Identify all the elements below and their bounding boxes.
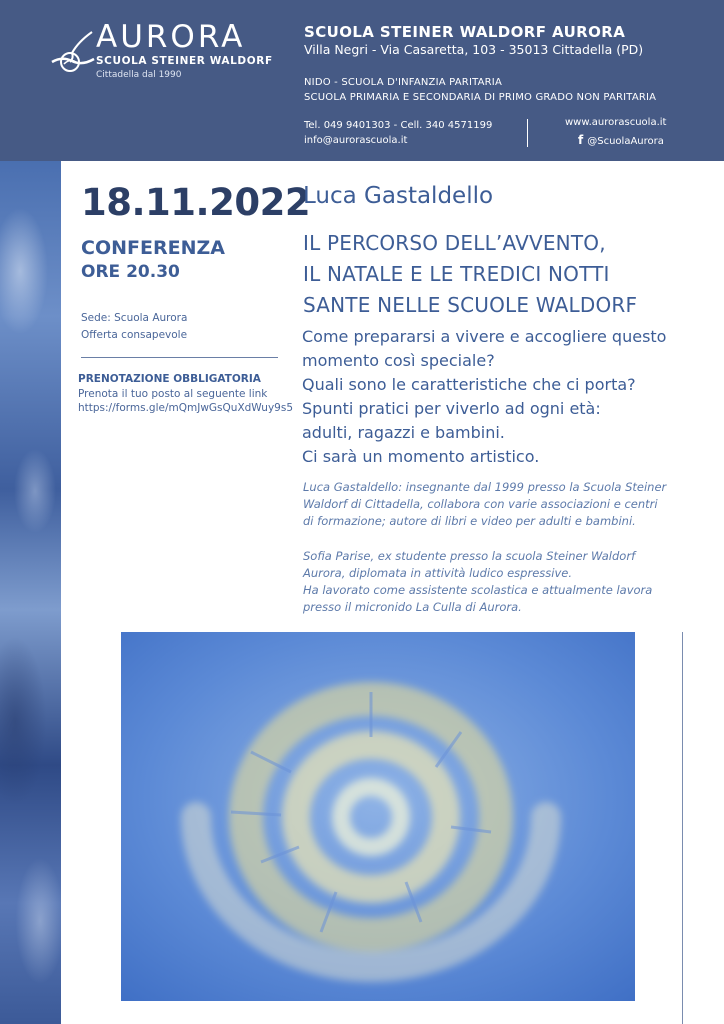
aurora-logo-icon — [48, 28, 100, 80]
event-title-line: IL PERCORSO DELL’AVVENTO, — [303, 231, 606, 255]
booking-link[interactable]: https://forms.gle/mQmJwGsQuXdWuy9s5 — [78, 402, 294, 414]
event-time: ORE 20.30 — [81, 262, 180, 282]
event-title-line: SANTE NELLE SCUOLE WALDORF — [303, 293, 638, 317]
bio-line: Luca Gastaldello: insegnante dal 1999 presso la Scuola Steiner — [303, 480, 667, 494]
facebook-icon: f — [578, 133, 584, 147]
description-line: Ci sarà un momento artistico. — [302, 447, 540, 466]
event-offer: Offerta consapevole — [81, 329, 188, 341]
booking-title: PRENOTAZIONE OBBLIGATORIA — [78, 373, 261, 385]
bio-line: Aurora, diplomata in attività ludico espressive. — [303, 566, 572, 580]
artwork-divider — [682, 632, 683, 1024]
school-level-line-2: SCUOLA PRIMARIA E SECONDARIA DI PRIMO GRADO NON PARITARIA — [304, 92, 657, 103]
description-line: adulti, ragazzi e bambini. — [302, 423, 505, 442]
description-line: momento così speciale? — [302, 351, 495, 370]
watercolor-strip — [0, 161, 61, 1024]
event-type: CONFERENZA — [81, 237, 225, 259]
bio-line: presso il micronido La Culla di Aurora. — [303, 600, 522, 614]
header-band — [0, 0, 724, 161]
school-address: Villa Negri - Via Casaretta, 103 - 35013 Cittadella (PD) — [304, 42, 644, 57]
description-line: Spunti pratici per viverlo ad ogni età: — [302, 399, 601, 418]
booking-text: Prenota il tuo posto al seguente link — [78, 388, 268, 400]
bio-line: Ha lavorato come assistente scolastica e attualmente lavora — [303, 583, 653, 597]
header-divider — [527, 119, 528, 147]
brand-since: Cittadella dal 1990 — [96, 70, 182, 80]
description-line: Come prepararsi a vivere e accogliere questo — [302, 327, 667, 346]
school-level-line-1: NIDO - SCUOLA D'INFANZIA PARITARIA — [304, 77, 503, 88]
spiral-watercolor-artwork — [121, 632, 635, 1001]
social-handle: @ScuolaAurora — [587, 136, 664, 147]
social-link[interactable] — [578, 133, 664, 147]
bio-line: di formazione; autore di libri e video per adulti e bambini. — [303, 514, 636, 528]
phone-numbers: Tel. 049 9401303 - Cell. 340 4571199 — [304, 120, 493, 131]
speaker-name: Luca Gastaldello — [303, 183, 494, 209]
bio-line: Waldorf di Cittadella, collabora con varie associazioni e centri — [303, 497, 658, 511]
event-venue: Sede: Scuola Aurora — [81, 312, 188, 324]
email-link[interactable]: info@aurorascuola.it — [304, 135, 408, 146]
left-divider — [81, 357, 278, 358]
description-line: Quali sono le caratteristiche che ci porta? — [302, 375, 636, 394]
school-name: SCUOLA STEINER WALDORF AURORA — [304, 23, 626, 41]
bio-line: Sofia Parise, ex studente presso la scuola Steiner Waldorf — [303, 549, 636, 563]
website-link[interactable]: www.aurorascuola.it — [565, 117, 667, 128]
brand-subtitle: SCUOLA STEINER WALDORF — [96, 55, 273, 67]
event-title-line: IL NATALE E LE TREDICI NOTTI — [303, 262, 610, 286]
event-date: 18.11.2022 — [81, 181, 311, 224]
brand-name: AURORA — [96, 19, 246, 55]
